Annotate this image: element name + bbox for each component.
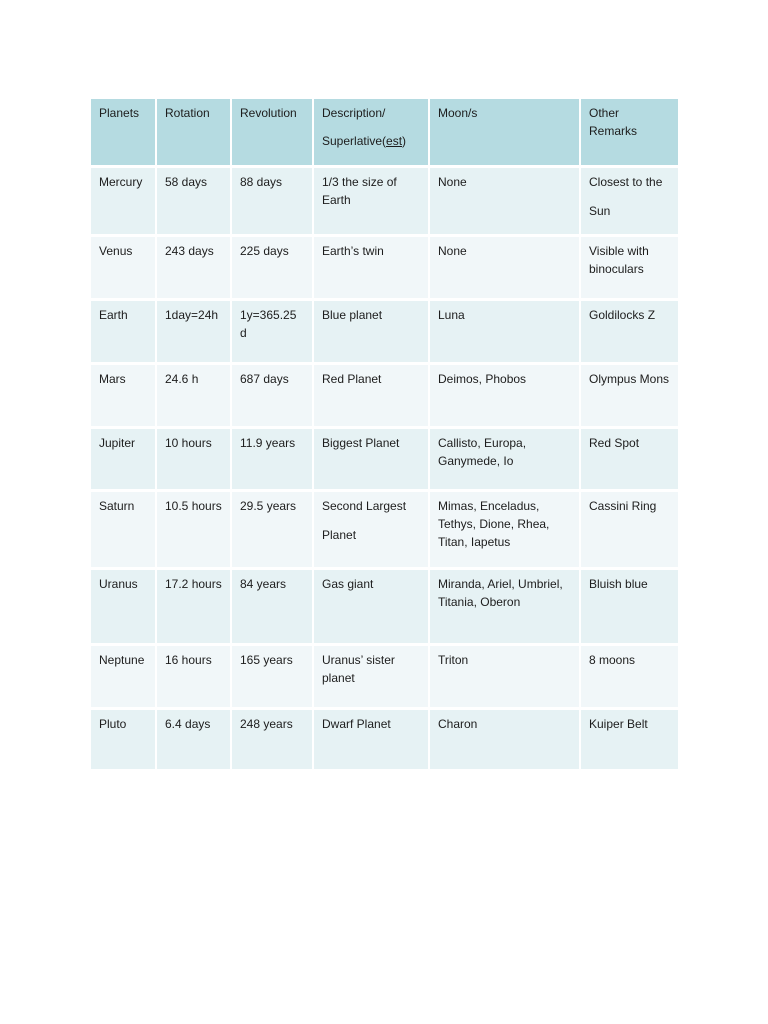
description-cell: Uranus’ sister planet [314,646,430,710]
rotation-cell: 10.5 hours [157,492,232,570]
revolution-cell: 225 days [232,237,314,301]
revolution-cell: 88 days [232,168,314,237]
rotation-cell: 17.2 hours [157,570,232,646]
header-description [314,99,430,168]
header-row [91,99,678,168]
description-cell: Red Planet [314,365,430,429]
rotation-cell: 6.4 days [157,710,232,772]
header-description-line1: Description/ [322,106,386,120]
revolution-cell: 29.5 years [232,492,314,570]
moons-cell: None [430,168,581,237]
moons-cell: Luna [430,301,581,365]
remarks-cell: Bluish blue [581,570,678,646]
remarks-cell: Olympus Mons [581,365,678,429]
table-row [91,301,678,365]
table-row [91,710,678,772]
table-row [91,492,678,570]
header-rotation: Rotation [157,99,232,168]
moons-cell: Triton [430,646,581,710]
revolution-cell: 165 years [232,646,314,710]
description-cell: Gas giant [314,570,430,646]
table-row [91,570,678,646]
planet-cell: Venus [91,237,157,301]
description-cell: Earth’s twin [314,237,430,301]
revolution-cell: 248 years [232,710,314,772]
header-moons: Moon/s [430,99,581,168]
table-row [91,646,678,710]
description-cell: 1/3 the size of Earth [314,168,430,237]
planet-cell: Pluto [91,710,157,772]
planet-cell: Saturn [91,492,157,570]
rotation-cell: 243 days [157,237,232,301]
planet-cell: Neptune [91,646,157,710]
header-description-underlined: est [386,134,403,148]
description-cell: Blue planet [314,301,430,365]
header-remarks: Other Remarks [581,99,678,168]
revolution-cell: 84 years [232,570,314,646]
remarks-cell: Red Spot [581,429,678,492]
remarks-cell: Closest to the Sun [581,168,678,237]
revolution-cell: 1y=365.25 d [232,301,314,365]
remarks-cell: Goldilocks Z [581,301,678,365]
planet-cell: Mars [91,365,157,429]
planet-cell: Earth [91,301,157,365]
remarks-cell: Visible with binoculars [581,237,678,301]
header-description-line2 [322,132,420,150]
description-cell: Dwarf Planet [314,710,430,772]
revolution-cell: 687 days [232,365,314,429]
moons-cell: Deimos, Phobos [430,365,581,429]
header-planets: Planets [91,99,157,168]
moons-cell: Mimas, Enceladus, Tethys, Dione, Rhea, Titan, Iapetus [430,492,581,570]
rotation-cell: 1day=24h [157,301,232,365]
remarks-cell: Cassini Ring [581,492,678,570]
rotation-cell: 10 hours [157,429,232,492]
moons-cell: None [430,237,581,301]
description-cell: Second Largest Planet [314,492,430,570]
remarks-cell: 8 moons [581,646,678,710]
table-row [91,237,678,301]
planet-cell: Uranus [91,570,157,646]
planets-table [91,99,678,772]
header-revolution: Revolution [232,99,314,168]
header-description-prefix: Superlative( [322,134,387,148]
document-page [91,99,678,772]
rotation-cell: 58 days [157,168,232,237]
moons-cell: Callisto, Europa, Ganymede, Io [430,429,581,492]
moons-cell: Charon [430,710,581,772]
remarks-cell: Kuiper Belt [581,710,678,772]
header-description-suffix: ) [402,134,407,148]
planet-cell: Jupiter [91,429,157,492]
rotation-cell: 16 hours [157,646,232,710]
table-row [91,365,678,429]
rotation-cell: 24.6 h [157,365,232,429]
table-body [91,168,678,772]
table-row [91,168,678,237]
revolution-cell: 11.9 years [232,429,314,492]
table-row [91,429,678,492]
moons-cell: Miranda, Ariel, Umbriel, Titania, Oberon [430,570,581,646]
description-cell: Biggest Planet [314,429,430,492]
planet-cell: Mercury [91,168,157,237]
table-header [91,99,678,168]
